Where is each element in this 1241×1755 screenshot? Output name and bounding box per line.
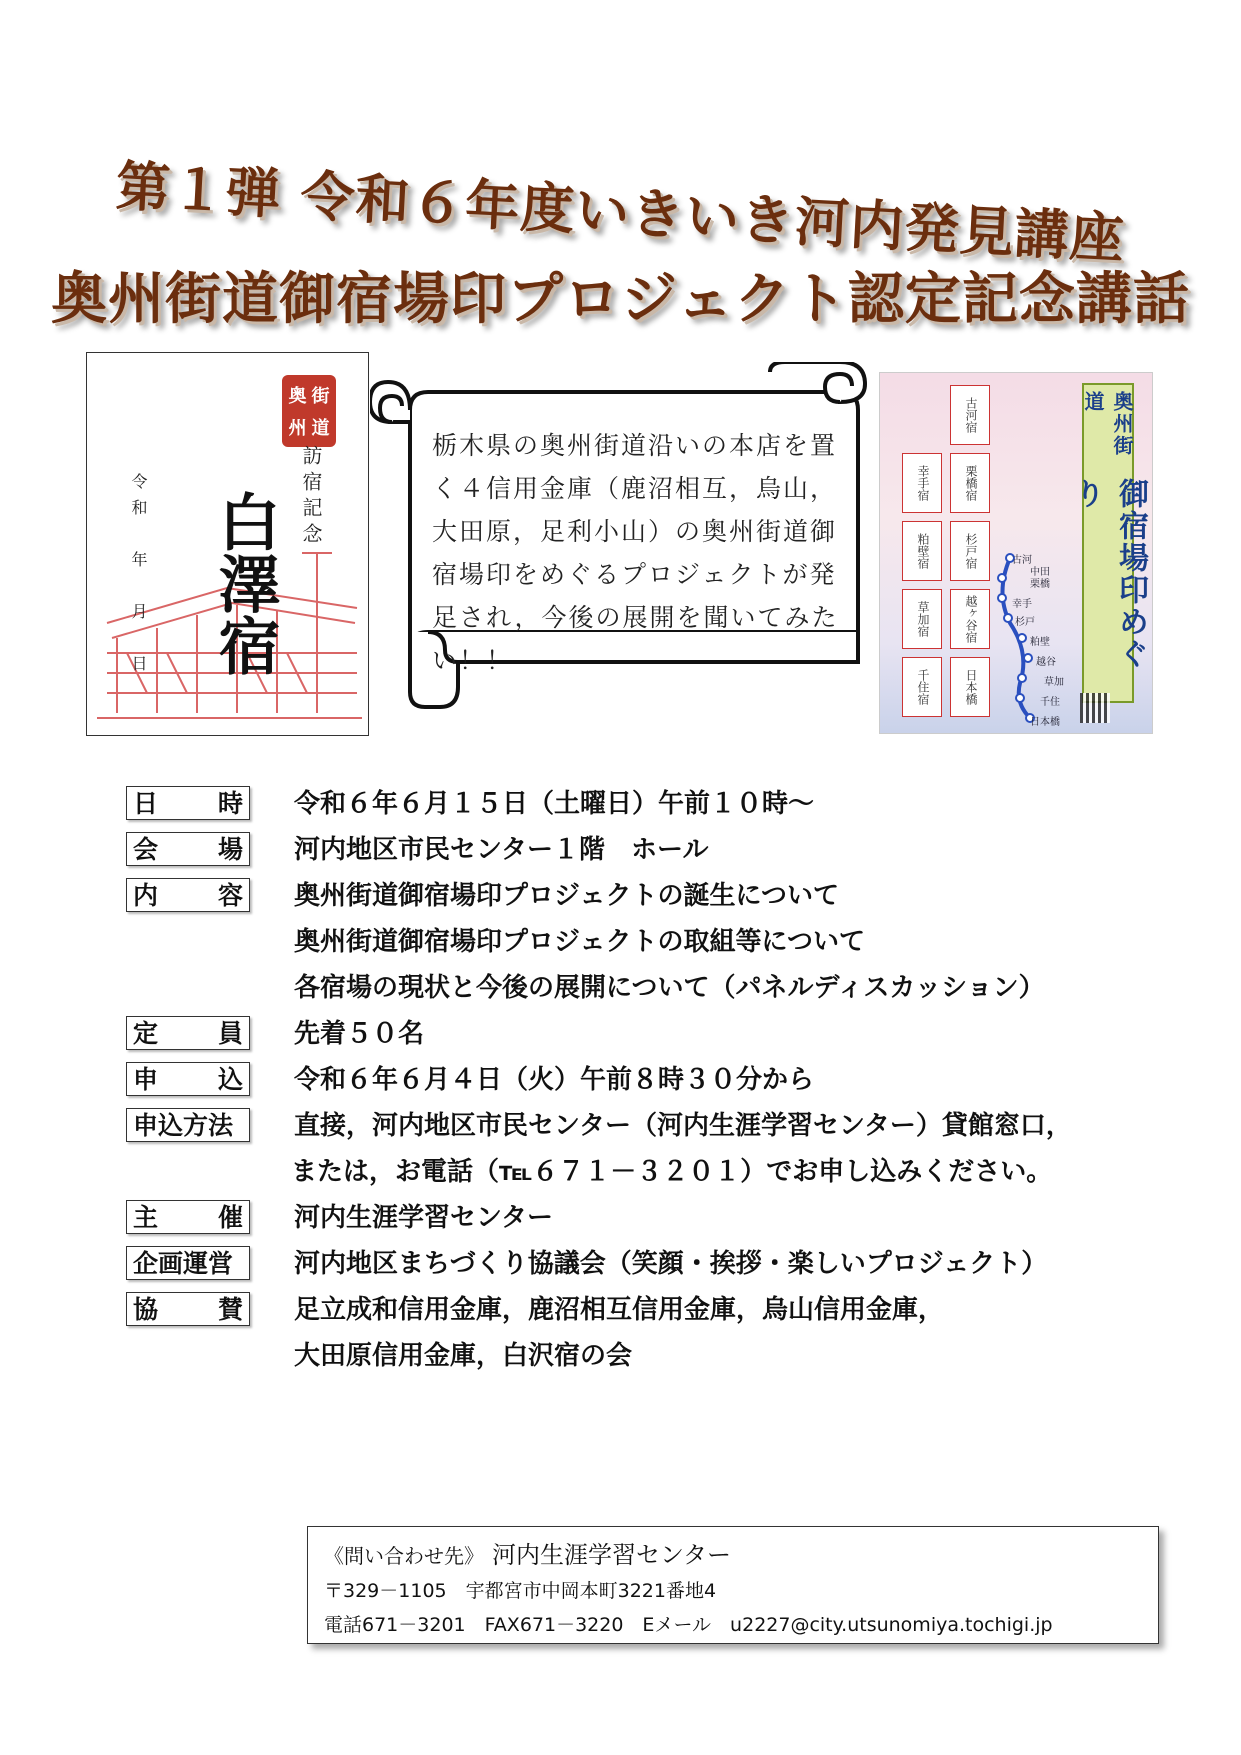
info-value: 各宿場の現状と今後の展開について（パネルディスカッション）	[294, 973, 1045, 1003]
poster-stamp: 杉戸宿	[950, 521, 990, 581]
info-label: 協 賛	[126, 1292, 250, 1326]
visit-text: 訪宿記念	[299, 445, 323, 549]
poster-stamp: 幸手宿	[902, 453, 942, 513]
seal-mark: 奥 街 州 道	[282, 375, 336, 447]
info-label: 申 込	[126, 1062, 250, 1096]
date-text: 令和 年 月 日	[129, 473, 148, 681]
poster-banner: 奥州街道 御宿場印めぐり	[1082, 383, 1134, 703]
inn-name: 白澤宿	[208, 490, 281, 676]
info-value: 令和６年６月１５日（土曜日）午前１０時～	[294, 789, 815, 819]
info-label: 主 催	[126, 1200, 250, 1234]
info-label: 定 員	[126, 1016, 250, 1050]
poster-stamp: 日本橋	[950, 657, 990, 717]
info-value: 河内地区まちづくり協議会（笑顔・挨拶・楽しいプロジェクト）	[294, 1249, 1048, 1279]
info-label: 内 容	[126, 878, 250, 912]
info-value: 令和６年６月４日（火）午前８時３０分から	[294, 1065, 815, 1095]
contact-tel-line: 電話671－3201 FAX671－3220 Eメール u2227@city.utsunomiya.tochigi.jp	[324, 1614, 1053, 1636]
info-value: 先着５０名	[294, 1019, 425, 1049]
title-line-1: 第１弾 令和６年度いきいき河内発見講座	[114, 154, 1127, 271]
info-value: 足立成和信用金庫，鹿沼相互信用金庫，烏山信用金庫，	[294, 1295, 945, 1325]
poster-stamp: 千住宿	[902, 657, 942, 717]
info-value: 河内地区市民センター１階 ホール	[294, 835, 709, 865]
info-label: 会 場	[126, 832, 250, 866]
info-label: 日 時	[126, 786, 250, 820]
title-line-2: 奥州街道御宿場印プロジェクト認定記念講話	[51, 267, 1190, 332]
info-value: 河内生涯学習センター	[294, 1203, 553, 1233]
stamp-tour-poster: 奥州街道 御宿場印めぐり 古河宿 栗橋宿 幸手宿 杉戸宿 粕壁宿 越ヶ谷宿 草加宿 千住宿 日本橋 古河 中田 栗橋 幸手 杉戸 粕壁 越谷 草加 千住 日本橋	[879, 372, 1153, 734]
info-value: または，お電話（℡６７１－３２０１）でお申し込みください。	[291, 1157, 1053, 1187]
goshuin-stamp-image	[86, 352, 369, 736]
contact-prefix: 《問い合わせ先》	[324, 1544, 484, 1568]
info-value: 直接，河内地区市民センター（河内生涯学習センター）貸館窓口，	[294, 1111, 1072, 1141]
info-value: 奥州街道御宿場印プロジェクトの誕生について	[294, 881, 839, 911]
poster-stamp: 草加宿	[902, 589, 942, 649]
poster-stamp: 古河宿	[950, 385, 990, 445]
contact-org: 河内生涯学習センター	[492, 1541, 732, 1569]
info-value: 奥州街道御宿場印プロジェクトの取組等について	[294, 927, 865, 957]
poster-stamp: 越ヶ谷宿	[950, 589, 990, 649]
poster-stamp: 栗橋宿	[950, 453, 990, 513]
info-label: 企画運営	[126, 1246, 250, 1280]
info-value: 大田原信用金庫，白沢宿の会	[294, 1341, 633, 1371]
poster-stamp: 粕壁宿	[902, 521, 942, 581]
info-label: 申込方法	[126, 1108, 250, 1142]
contact-box	[307, 1526, 1159, 1644]
qr-code-icon	[1080, 693, 1110, 723]
scroll-message: 栃木県の奥州街道沿いの本店を置く４信用金庫（鹿沼相互，烏山，大田原，足利小山）の奥州街道御宿場印をめぐるプロジェクトが発足され，今後の展開を聞いてみたい！！	[432, 431, 839, 675]
contact-address: 〒329－1105 宇都宮市中岡本町3221番地4	[324, 1580, 717, 1602]
